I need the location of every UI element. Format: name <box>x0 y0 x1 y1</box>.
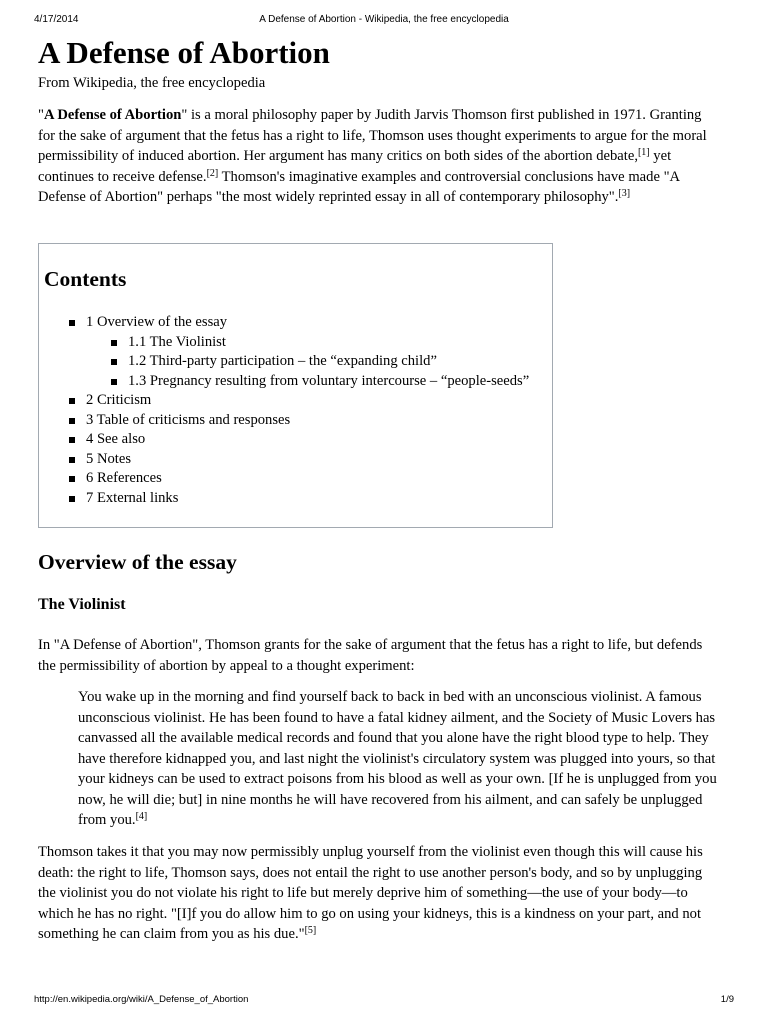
toc-item-references[interactable] <box>67 469 547 489</box>
intro-text-1: " is a moral philosophy paper by Judith Jarvis Thomson first published in 1971. Granting for the sake of argument that the fetus has a right to life, Thomson uses thought experiments to argue for the moral permissibility of induced abortion. Her argument has many critics on both sides of the abortion debate, <box>38 107 707 164</box>
reference-link-1[interactable]: [1] <box>637 147 650 158</box>
toc-item-label[interactable]: 3 Table of criticisms and responses <box>86 411 291 428</box>
block-quote <box>78 687 732 831</box>
subsection-heading-violinist: The Violinist <box>38 596 126 613</box>
paragraph-text-2 <box>38 842 718 945</box>
toc-item-overview[interactable] <box>67 313 547 333</box>
article-title: A Defense of Abortion <box>38 35 330 70</box>
paragraph-2-text: Thomson takes it that you may now permissibly unplug yourself from the violinist even though this will cause his death: the right to life, Thomson says, does not entail the right to use another person's body, and so by unplugging the violinist you do not violate his right to life but merely deprive him of something—the use of your body—to which he has no right. "[I]f you do allow him to go on using your kidneys, this is a kindness on your part, and not something he can claim from you as his due." <box>38 844 703 942</box>
reference-link-3[interactable]: [3] <box>618 188 631 199</box>
bullet-icon <box>111 340 117 346</box>
toc-item-label[interactable]: 2 Criticism <box>86 392 152 408</box>
body-paragraph-2 <box>38 842 718 945</box>
toc-item-see-also[interactable] <box>67 430 547 450</box>
toc-subitem-label[interactable]: 1.3 Pregnancy resulting from voluntary intercourse – “people-seeds” <box>128 372 530 389</box>
bullet-icon <box>69 398 75 404</box>
reference-link-2[interactable]: [2] <box>206 167 219 179</box>
bullet-icon <box>69 418 75 424</box>
print-page-number: 1/9 <box>720 994 734 1005</box>
toc-subitem-label[interactable]: 1.2 Third-party participation – the “expanding child” <box>128 353 437 369</box>
toc-subitem-violinist[interactable] <box>109 333 547 353</box>
toc-subitem-expanding-child[interactable] <box>109 352 547 372</box>
toc-sublist-container <box>67 333 547 392</box>
toc-item-label[interactable]: 5 Notes <box>86 450 131 467</box>
intro-text-3: Thomson's imaginative examples and controversial conclusions have made "A Defense of Abortion" perhaps "the most widely reprinted essay in all of contemporary philosophy". <box>38 168 680 205</box>
bullet-icon <box>69 476 75 482</box>
intro-quote-open: " <box>38 107 44 123</box>
reference-link-4[interactable]: [4] <box>135 811 148 822</box>
toc-list <box>67 313 547 508</box>
bullet-icon <box>111 359 117 365</box>
bullet-icon <box>111 379 117 385</box>
print-date: 4/17/2014 <box>34 14 79 25</box>
toc-item-table-of-criticisms[interactable] <box>67 411 547 431</box>
toc-item-label[interactable]: 6 References <box>86 470 162 486</box>
intro-paragraph <box>38 105 718 225</box>
body-paragraph-1 <box>38 635 718 676</box>
toc-sublist <box>109 333 547 392</box>
toc-item-label[interactable]: 4 See also <box>86 431 146 447</box>
bullet-icon <box>69 320 75 326</box>
print-footer <box>34 994 734 1008</box>
print-page-title: A Defense of Abortion - Wikipedia, the free encyclopedia <box>259 14 509 25</box>
toc-item-label[interactable]: 7 External links <box>86 489 179 506</box>
reference-link-5[interactable]: [5] <box>304 925 317 936</box>
paragraph-text: In "A Defense of Abortion", Thomson grants for the sake of argument that the fetus has a right to life, but defends the permissibility of abortion by appeal to a thought experiment: <box>38 637 703 674</box>
toc-subitem-people-seeds[interactable] <box>109 372 547 392</box>
table-of-contents <box>38 243 553 528</box>
toc-item-label[interactable]: 1 Overview of the essay <box>86 314 228 330</box>
toc-item-external-links[interactable] <box>67 489 547 509</box>
bullet-icon <box>69 437 75 443</box>
article-content <box>38 34 718 942</box>
bullet-icon <box>69 496 75 502</box>
toc-item-criticism[interactable] <box>67 391 547 411</box>
bullet-icon <box>69 457 75 463</box>
toc-subitem-label[interactable]: 1.1 The Violinist <box>128 333 226 350</box>
intro-bold-title: A Defense of Abortion <box>43 107 182 123</box>
quote-paragraph <box>78 687 732 831</box>
article-source-line: From Wikipedia, the free encyclopedia <box>38 75 266 91</box>
intro-text-2: yet continues to receive defense. <box>38 148 672 185</box>
quote-text: You wake up in the morning and find yourself back to back in bed with an unconscious violinist. A famous unconscious violinist. He has been found to have a fatal kidney ailment, and the Society of Music Lovers has canvassed all the available medical records and found that you alone have the right blood type to help. They have therefore kidnapped you, and last night the violinist's circulatory system was plugged into yours, so that your kidneys can be used to extract poisons from his blood as well as your own. [If he is unplugged from you now, he will die; but] in nine months he will have recovered from his ailment, and can safely be unplugged from you. <box>78 689 717 828</box>
toc-title: Contents <box>44 267 127 291</box>
print-header <box>34 14 734 28</box>
section-heading-overview: Overview of the essay <box>38 550 237 574</box>
print-url: http://en.wikipedia.org/wiki/A_Defense_of_Abortion <box>34 994 249 1005</box>
toc-item-notes[interactable] <box>67 450 547 470</box>
